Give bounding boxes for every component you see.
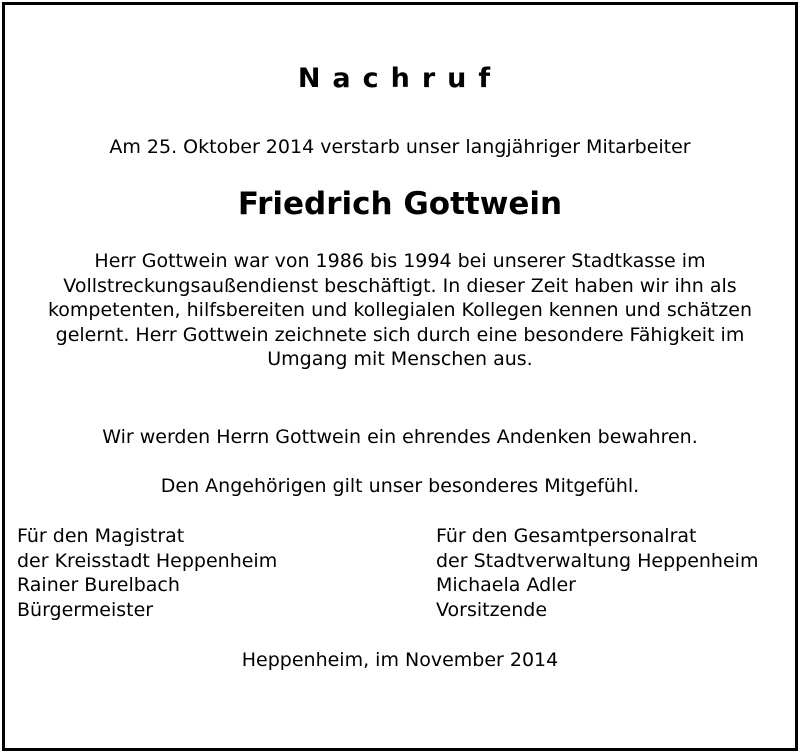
remembrance-text: Wir werden Herrn Gottwein ein ehrendes Andenken bewahren. <box>102 426 698 448</box>
deceased-name: Friedrich Gottwein <box>237 186 563 222</box>
tribute-line: Umgang mit Menschen aus. <box>267 348 533 370</box>
tribute-line: Herr Gottwein war von 1986 bis 1994 bei unserer Stadtkasse im <box>94 250 706 272</box>
tribute-line: kompetenten, hilfsbereiten und kollegialen Kollegen kennen und schätzen <box>47 299 753 321</box>
signature-line: Für den Gesamtpersonalrat <box>436 525 697 547</box>
signature-personalrat <box>436 524 758 622</box>
tribute-line: Vollstreckungsaußendienst beschäftigt. In dieser Zeit haben wir ihn als <box>63 274 737 297</box>
condolence-text: Den Angehörigen gilt unser besonderes Mitgefühl. <box>160 475 640 497</box>
tribute-paragraph <box>10 249 790 372</box>
signature-magistrat <box>17 524 277 622</box>
signature-line: Michaela Adler <box>436 574 576 596</box>
signature-line: Für den Magistrat <box>17 525 185 547</box>
signature-line: Bürgermeister <box>17 598 154 621</box>
notice-border <box>2 2 798 751</box>
intro-text: Am 25. Oktober 2014 verstarb unser langjähriger Mitarbeiter <box>109 136 691 158</box>
signature-line: Rainer Burelbach <box>17 574 180 596</box>
tribute-line: gelernt. Herr Gottwein zeichnete sich durch eine besondere Fähigkeit im <box>55 323 745 346</box>
signature-line: der Kreisstadt Heppenheim <box>17 549 278 572</box>
signature-line: Vorsitzende <box>436 598 548 621</box>
place-date: Heppenheim, im November 2014 <box>241 649 559 671</box>
notice-title: Nachruf <box>297 63 503 94</box>
signature-line: der Stadtverwaltung Heppenheim <box>436 549 759 572</box>
